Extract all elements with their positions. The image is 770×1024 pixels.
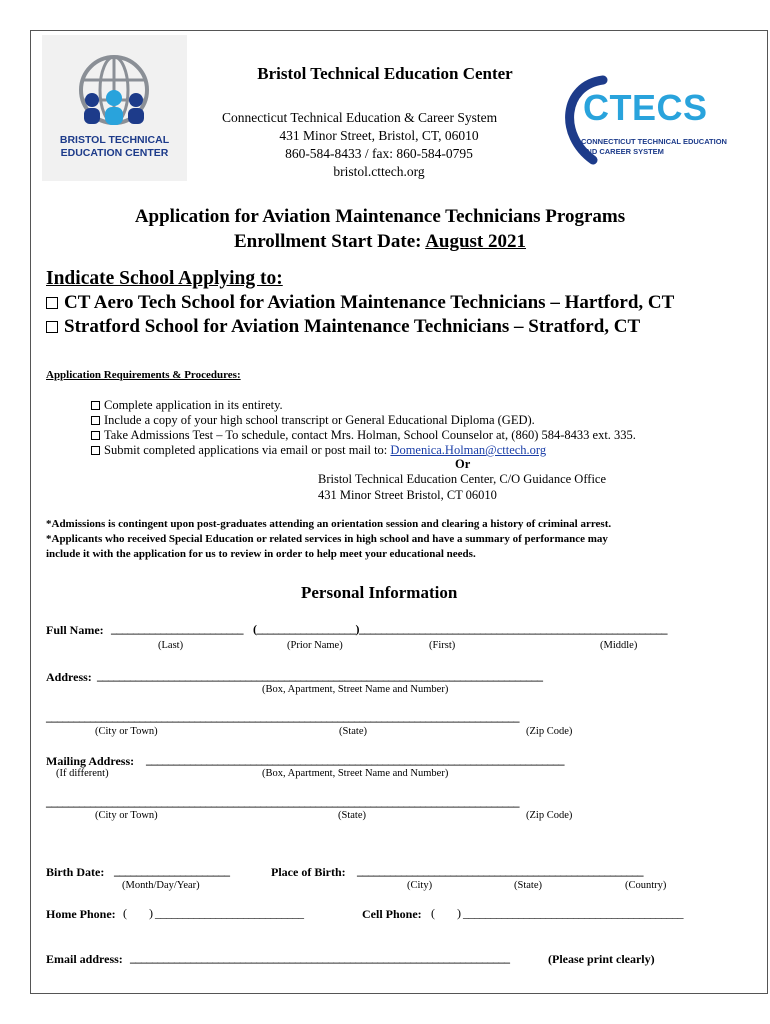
school-option-label: CT Aero Tech School for Aviation Maintenance Technicians – Hartford, CT	[64, 292, 675, 313]
mailing-address-field[interactable]: ____________________________________________________________________________	[146, 753, 564, 767]
mailing-zip-caption: (Zip Code)	[526, 810, 573, 821]
mailing-city-state-zip-field[interactable]: ______________________________________________________________________________________	[46, 795, 519, 809]
school-name: Bristol Technical Education Center	[257, 64, 513, 83]
checkbox-icon	[91, 431, 100, 440]
mailing-street-caption: (Box, Apartment, Street Name and Number)	[262, 768, 449, 779]
pob-city-caption: (City)	[407, 880, 433, 891]
checkbox-icon	[91, 416, 100, 425]
ctecs-title: CTECS	[583, 87, 708, 128]
if-different-caption: (If different)	[56, 768, 109, 779]
email-link[interactable]: Domenica.Holman@cttech.org	[390, 443, 547, 457]
school-option-hartford[interactable]	[46, 292, 674, 314]
pob-state-caption: (State)	[514, 880, 542, 891]
first-caption: (First)	[429, 640, 456, 651]
birth-date-field[interactable]: _____________________	[114, 864, 230, 878]
checkbox-icon	[91, 446, 100, 455]
place-of-birth-label: Place of Birth:	[271, 865, 346, 879]
logo-text-line2: EDUCATION CENTER	[60, 147, 169, 159]
mailing-address-label: Mailing Address:	[46, 754, 135, 768]
school-option-label: Stratford School for Aviation Maintenance Technicians – Stratford, CT	[64, 316, 641, 337]
address-field[interactable]: _________________________________________________________________________________	[97, 669, 543, 683]
state-caption: (State)	[339, 726, 367, 737]
requirement-item: Submit completed applications via email or post mail to: Domenica.Holman@cttech.org	[91, 443, 546, 458]
prior-name-field[interactable]: (__________________)________________________________________________________	[253, 622, 667, 636]
zip-caption: (Zip Code)	[526, 726, 573, 737]
mailing-state-caption: (State)	[338, 810, 366, 821]
or-text: Or	[455, 457, 471, 471]
pob-country-caption: (Country)	[625, 880, 667, 891]
mail-line-1: Bristol Technical Education Center, C/O Guidance Office	[318, 472, 607, 486]
enrollment-date-value: August 2021	[425, 231, 527, 252]
checkbox[interactable]	[46, 297, 58, 309]
address-label: Address:	[46, 670, 92, 684]
cell-phone-label: Cell Phone:	[362, 907, 422, 921]
middle-caption: (Middle)	[600, 640, 638, 651]
email-field[interactable]: _____________________________________________________________________	[130, 951, 510, 965]
phone-fax: 860-584-8433 / fax: 860-584-0795	[285, 146, 473, 161]
cell-phone-field[interactable]: ( ) ________________________________________	[431, 906, 683, 920]
prior-name-caption: (Prior Name)	[287, 640, 343, 651]
full-name-label: Full Name:	[46, 623, 104, 637]
note-line-3: include it with the application for us to review in order to help meet your educational needs.	[46, 548, 476, 560]
requirement-item: Complete application in its entirety.	[91, 398, 283, 413]
mailing-city-caption: (City or Town)	[95, 810, 158, 821]
note-line-2: *Applicants who received Special Education or related services in high school and have a summary of performance may	[46, 533, 608, 545]
email-label: Email address:	[46, 952, 123, 966]
enrollment-date	[0, 231, 760, 253]
enrollment-label: Enrollment Start Date:	[233, 231, 426, 252]
place-of-birth-field[interactable]: ____________________________________________________	[357, 864, 643, 878]
note-line-1: *Admissions is contingent upon post-graduates attending an orientation session and clearing a history of criminal arrest.	[46, 518, 612, 530]
checkbox-icon	[91, 401, 100, 410]
globe-people-icon	[42, 35, 187, 135]
ctecs-subtitle-1: CONNECTICUT TECHNICAL EDUCATION	[581, 137, 727, 146]
street-caption: (Box, Apartment, Street Name and Number)	[262, 684, 449, 695]
schools-heading: Indicate School Applying to:	[46, 268, 283, 289]
form-title: Application for Aviation Maintenance Technicians Programs	[134, 206, 626, 227]
system-name: Connecticut Technical Education & Career System	[222, 110, 498, 125]
city-state-zip-field[interactable]: ______________________________________________________________________________________	[46, 710, 519, 724]
ctecs-subtitle-2: AND CAREER SYSTEM	[581, 147, 664, 156]
checkbox[interactable]	[46, 321, 58, 333]
school-option-stratford[interactable]	[46, 316, 640, 338]
mail-line-2: 431 Minor Street Bristol, CT 06010	[318, 488, 497, 502]
address-line: 431 Minor Street, Bristol, CT, 06010	[279, 128, 479, 143]
birth-date-label: Birth Date:	[46, 865, 105, 879]
last-caption: (Last)	[158, 640, 184, 651]
requirement-item: Take Admissions Test – To schedule, contact Mrs. Holman, School Counselor at, (860) 584-8433 ext. 335.	[91, 428, 636, 443]
personal-info-heading: Personal Information	[301, 583, 458, 602]
home-phone-field[interactable]: ( ) ___________________________	[123, 906, 304, 920]
website: bristol.cttech.org	[333, 164, 425, 179]
print-clearly-note: (Please print clearly)	[548, 952, 655, 966]
home-phone-label: Home Phone:	[46, 907, 116, 921]
last-name-field[interactable]: ________________________	[111, 622, 243, 636]
requirements-heading: Application Requirements & Procedures:	[46, 369, 241, 381]
requirement-item: Include a copy of your high school transcript or General Educational Diploma (GED).	[91, 413, 535, 428]
logo-text-line1: BRISTOL TECHNICAL	[59, 134, 170, 146]
city-caption: (City or Town)	[95, 726, 158, 737]
mdy-caption: (Month/Day/Year)	[122, 880, 200, 891]
